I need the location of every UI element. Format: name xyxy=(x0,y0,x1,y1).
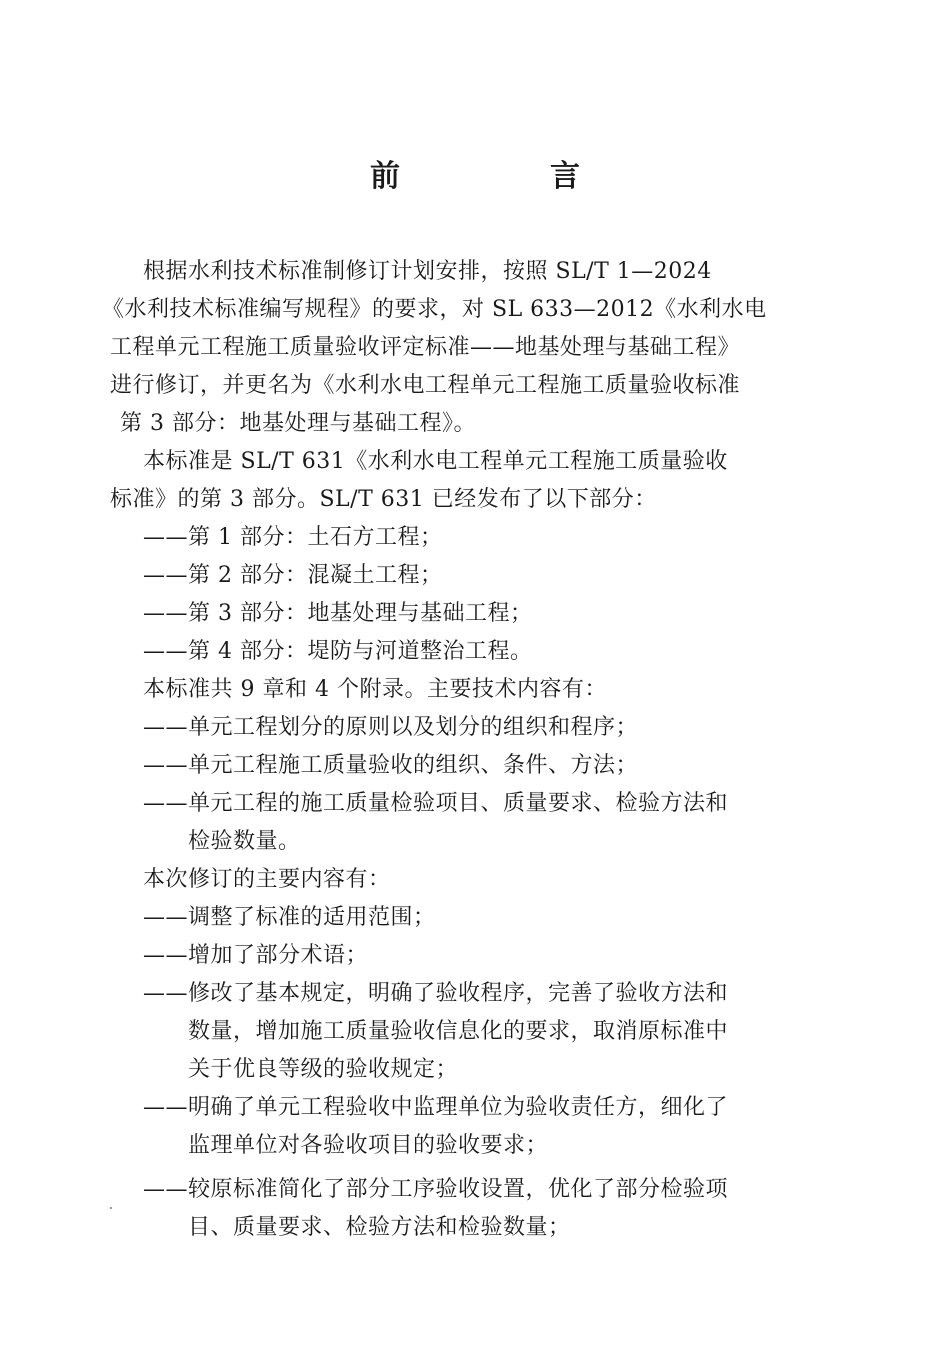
paragraph-line: 进行修订，并更名为《水利水电工程单元工程施工质量验收标准 xyxy=(110,373,741,398)
list-item: ——增加了部分术语； xyxy=(143,943,369,968)
page-title: 前 言 xyxy=(370,159,640,194)
list-item: ——单元工程划分的原则以及划分的组织和程序； xyxy=(143,715,639,740)
paragraph-line: 工程单元工程施工质量验收评定标准——地基处理与基础工程》 xyxy=(110,335,741,360)
list-item-continuation: 监理单位对各验收项目的验收要求； xyxy=(188,1133,549,1158)
list-item: ——第 1 部分：土石方工程； xyxy=(143,525,443,550)
list-item: ——单元工程施工质量验收的组织、条件、方法； xyxy=(143,753,639,778)
scan-speck xyxy=(110,1207,112,1209)
list-item-continuation: 数量，增加施工质量验收信息化的要求，取消原标准中 xyxy=(188,1019,729,1044)
list-item: ——调整了标准的适用范围； xyxy=(143,905,436,930)
paragraph-line: 本标准是 SL/T 631《水利水电工程单元工程施工质量验收 xyxy=(143,449,728,474)
list-item: ——明确了单元工程验收中监理单位为验收责任方，细化了 xyxy=(143,1095,729,1120)
list-item: ——单元工程的施工质量检验项目、质量要求、检验方法和 xyxy=(143,791,729,816)
paragraph-line: 本标准共 9 章和 4 个附录。主要技术内容有： xyxy=(143,677,607,702)
list-item: ——第 2 部分：混凝土工程； xyxy=(143,563,443,588)
paragraph-line: 根据水利技术标准制修订计划安排，按照 SL/T 1—2024 xyxy=(143,259,712,284)
paragraph-line: 标准》的第 3 部分。SL/T 631 已经发布了以下部分： xyxy=(110,487,657,512)
paragraph-line: 《水利技术标准编写规程》的要求，对 SL 633—2012《水利水电 xyxy=(102,297,767,322)
list-item: ——第 4 部分：堤防与河道整治工程。 xyxy=(143,639,533,664)
list-item: ——修改了基本规定，明确了验收程序，完善了验收方法和 xyxy=(143,981,729,1006)
list-item-continuation: 目、质量要求、检验方法和检验数量； xyxy=(188,1215,571,1240)
list-item: ——较原标准简化了部分工序验收设置，优化了部分检验项 xyxy=(143,1177,729,1202)
paragraph-line: 第 3 部分：地基处理与基础工程》。 xyxy=(120,411,476,436)
list-item: ——第 3 部分：地基处理与基础工程； xyxy=(143,601,533,626)
paragraph-line: 本次修订的主要内容有： xyxy=(143,867,391,892)
list-item-continuation: 检验数量。 xyxy=(188,829,301,854)
list-item-continuation: 关于优良等级的验收规定； xyxy=(188,1057,459,1082)
